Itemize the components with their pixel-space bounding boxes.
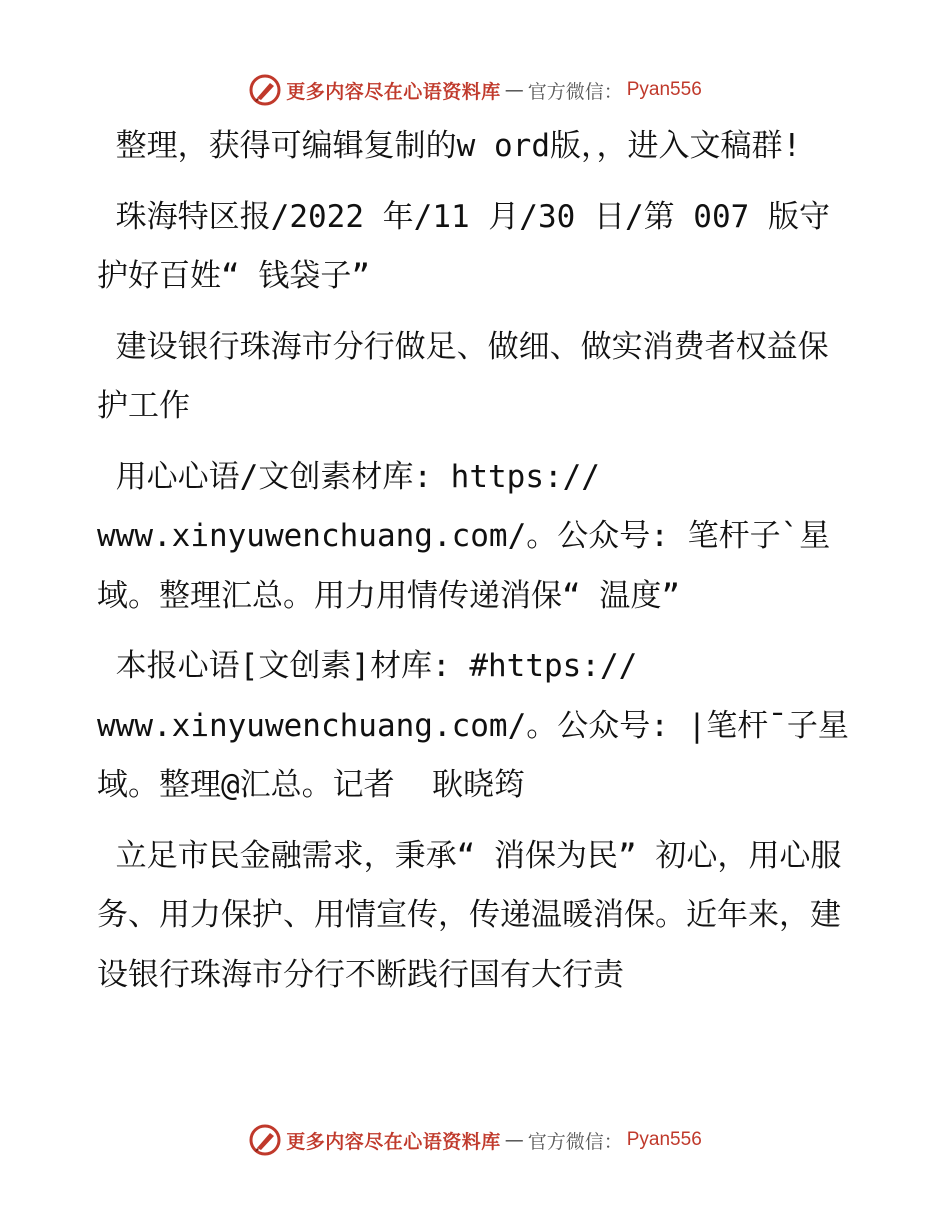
- paragraph-5: 本报心语[文创素]材库: #https:// www.xinyuwenchuang.com/。公众号: |笔杆¯子星域。整理@汇总。记者 耿晓筠: [97, 648, 849, 803]
- banner-wechat-id: Pyan556: [626, 1129, 702, 1150]
- paragraph-2: 珠海特区报/2022 年/11 月/30 日/第 007 版守护好百姓“ 钱袋子”: [97, 198, 830, 294]
- banner-dash: —: [504, 79, 524, 101]
- banner-wechat-id: Pyan556: [626, 79, 702, 100]
- pen-logo-icon: [248, 73, 282, 107]
- banner-sub-text: 官方微信：: [527, 80, 623, 103]
- banner-sub-text: 官方微信：: [527, 1130, 623, 1153]
- banner-dash: —: [504, 1129, 524, 1151]
- paragraph-6: 立足市民金融需求，秉承“ 消保为民” 初心，用心服务、用力保护、用情宣传，传递温暖消保。近年来，建设银行珠海市分行不断践行国有大行责: [97, 837, 842, 993]
- paragraph-3: 建设银行珠海市分行做足、做细、做实消费者权益保护工作: [97, 328, 829, 424]
- banner-main-text: 更多内容尽在心语资料库: [286, 1130, 501, 1153]
- paragraph-1: 整理，获得可编辑复制的w ord版，，进入文稿群!: [97, 128, 802, 164]
- paragraph-4: 用心心语/文创素材库: https:// www.xinyuwenchuang.com/。公众号: 笔杆子`星域。整理汇总。用力用情传递消保“ 温度”: [97, 458, 831, 614]
- banner-main-text: 更多内容尽在心语资料库: [286, 80, 501, 103]
- footer-banner: [0, 1120, 950, 1160]
- header-banner: [0, 70, 950, 110]
- pen-logo-icon: [248, 1123, 282, 1157]
- document-body: [97, 117, 857, 1016]
